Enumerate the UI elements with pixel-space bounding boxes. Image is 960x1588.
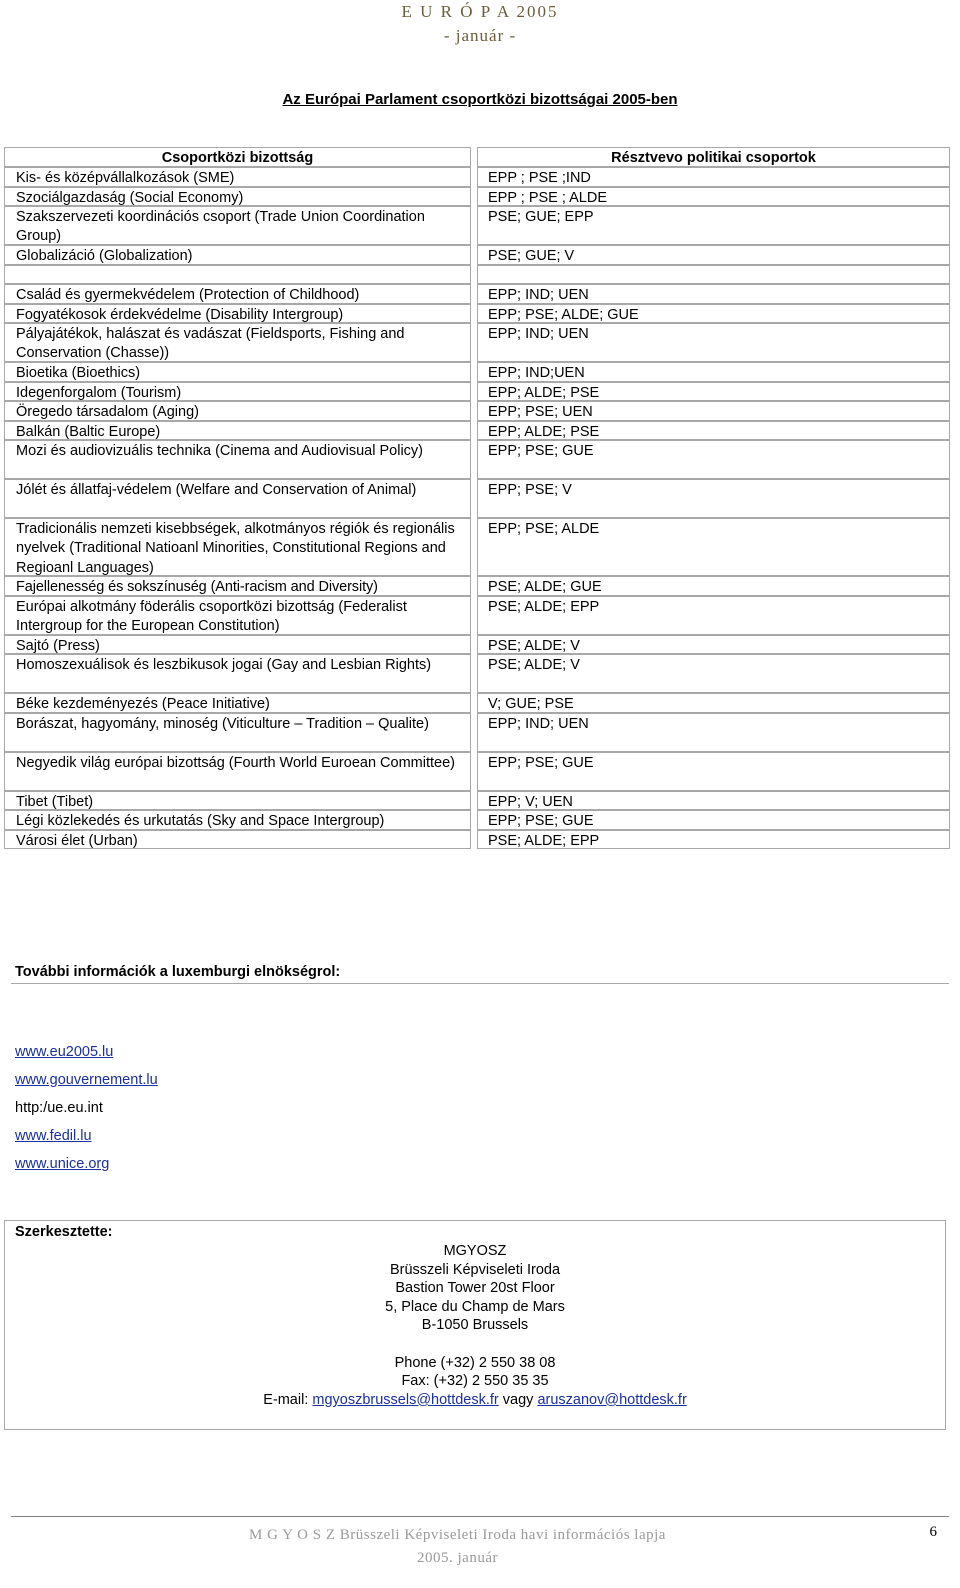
table-row xyxy=(4,576,950,596)
table-row xyxy=(4,654,950,693)
table-row xyxy=(4,791,950,811)
table-row xyxy=(4,479,950,518)
footer-divider xyxy=(11,1516,949,1517)
political-groups: EPP; IND; UEN xyxy=(488,715,589,732)
office-name: Brüsszeli Képviseleti Iroda xyxy=(389,1261,561,1278)
political-groups: EPP; IND; UEN xyxy=(488,326,589,342)
table-row xyxy=(4,518,950,576)
link-ue-eu-int: http:/ue.eu.int xyxy=(15,1100,103,1116)
political-groups: PSE; ALDE; V xyxy=(488,657,580,673)
table-row xyxy=(4,284,950,304)
political-groups: EPP; IND;UEN xyxy=(488,365,585,381)
intergroup-name: Európai alkotmány föderális csoportközi bizottság (Federalist Intergroup for the European Constitution) xyxy=(16,598,407,634)
footer-line-2: 2005. január xyxy=(417,1550,498,1566)
email-separator: vagy xyxy=(502,1391,534,1408)
table-row xyxy=(4,187,950,207)
intergroup-name: Fogyatékosok érdekvédelme (Disability Intergroup) xyxy=(16,306,344,323)
document-title: Az Európai Parlament csoportközi bizottságai 2005-ben xyxy=(282,91,678,108)
political-groups: EPP; PSE; GUE xyxy=(488,754,594,771)
link-fedil[interactable]: www.fedil.lu xyxy=(15,1128,92,1144)
email-link-1[interactable]: mgyoszbrussels@hottdesk.fr xyxy=(312,1391,499,1408)
address-line-3: B-1050 Brussels xyxy=(421,1317,529,1334)
column-header-intergroup: Csoportközi bizottság xyxy=(161,150,314,166)
political-groups: EPP ; PSE ; ALDE xyxy=(488,189,608,206)
intergroup-name: Balkán (Baltic Europe) xyxy=(16,423,161,440)
political-groups: EPP; PSE; V xyxy=(488,482,572,498)
intergroup-name: Sajtó (Press) xyxy=(16,637,100,654)
political-groups: PSE; GUE; EPP xyxy=(488,209,594,225)
political-groups: PSE; ALDE; EPP xyxy=(488,832,600,849)
intergroup-name: Öregedo társadalom (Aging) xyxy=(16,404,199,420)
footer-line-1: M G Y O S Z Brüsszeli Képviseleti Iroda havi információs lapja xyxy=(249,1527,666,1543)
header-title: E U R Ó P A 2005 xyxy=(401,2,559,21)
table-row xyxy=(4,830,950,850)
column-header-groups: Résztvevo politikai csoportok xyxy=(611,150,816,166)
table-row xyxy=(4,245,950,265)
table-header-row xyxy=(4,147,950,167)
intergroup-name: Tibet (Tibet) xyxy=(16,793,94,810)
political-groups: EPP; V; UEN xyxy=(488,793,573,810)
editor-label: Szerkesztette: xyxy=(15,1224,113,1240)
table-row xyxy=(4,752,950,791)
table-row xyxy=(4,713,950,752)
intergroup-name: Légi közlekedés és urkutatás (Sky and Space Intergroup) xyxy=(16,813,385,829)
intergroup-name: Városi élet (Urban) xyxy=(16,832,138,849)
intergroup-name: Tradicionális nemzeti kisebbségek, alkotmányos régiók és regionális nyelvek (Traditional Natioanl Minorities, Constitutional Regions and Regioanl Languages) xyxy=(16,521,455,576)
political-groups: PSE; ALDE; EPP xyxy=(488,598,600,615)
divider xyxy=(11,983,949,984)
intergroup-name: Szakszervezeti koordinációs csoport (Trade Union Coordination Group) xyxy=(16,209,425,245)
political-groups: EPP; ALDE; PSE xyxy=(488,423,600,440)
intergroup-name: Homoszexuálisok és leszbikusok jogai (Gay and Lesbian Rights) xyxy=(16,657,432,673)
table-row xyxy=(4,304,950,324)
intergroup-name: Idegenforgalom (Tourism) xyxy=(16,384,182,401)
table-row xyxy=(4,635,950,655)
table-row xyxy=(4,810,950,830)
political-groups: PSE; ALDE; GUE xyxy=(488,579,602,595)
address-line-2: 5, Place du Champ de Mars xyxy=(385,1298,565,1315)
page-number: 6 xyxy=(929,1524,937,1540)
link-unice[interactable]: www.unice.org xyxy=(15,1156,110,1172)
intergroup-name: Béke kezdeményezés (Peace Initiative) xyxy=(16,696,270,712)
fax: Fax: (+32) 2 550 35 35 xyxy=(401,1373,549,1390)
email-label: E-mail: xyxy=(263,1391,309,1408)
table-row xyxy=(4,206,950,245)
editor-contact xyxy=(5,1242,945,1409)
intergroups-table xyxy=(4,147,950,849)
table-row xyxy=(4,440,950,479)
intergroup-name: Mozi és audiovizuális technika (Cinema and Audiovisual Policy) xyxy=(16,443,424,459)
political-groups: EPP; PSE; ALDE; GUE xyxy=(488,306,639,323)
address-line-1: Bastion Tower 20st Floor xyxy=(395,1280,555,1297)
email-line xyxy=(5,1391,945,1410)
political-groups: EPP ; PSE ;IND xyxy=(488,170,591,186)
table-row xyxy=(4,382,950,402)
political-groups: EPP; PSE; GUE xyxy=(488,443,594,459)
table-row xyxy=(4,421,950,441)
phone: Phone (+32) 2 550 38 08 xyxy=(394,1354,556,1371)
political-groups: V; GUE; PSE xyxy=(488,696,574,712)
more-info-heading: További információk a luxemburgi elnökségrol: xyxy=(15,964,341,980)
political-groups: EPP; IND; UEN xyxy=(488,287,589,303)
info-links xyxy=(15,1042,158,1182)
table-row xyxy=(4,693,950,713)
page-footer xyxy=(0,1524,915,1570)
org-name: MGYOSZ xyxy=(443,1243,507,1259)
political-groups: PSE; GUE; V xyxy=(488,248,575,264)
intergroup-name: Negyedik világ európai bizottság (Fourth World Euroean Committee) xyxy=(16,754,455,771)
intergroup-name: Szociálgazdaság (Social Economy) xyxy=(16,189,244,206)
link-eu2005[interactable]: www.eu2005.lu xyxy=(15,1044,114,1060)
intergroup-name: Pályajátékok, halászat és vadászat (Fieldsports, Fishing and Conservation (Chasse)) xyxy=(16,326,405,362)
intergroup-name: Globalizáció (Globalization) xyxy=(16,248,193,264)
intergroup-name: Fajellenesség és sokszínuség (Anti-racism and Diversity) xyxy=(16,579,378,595)
link-gouvernement[interactable]: www.gouvernement.lu xyxy=(15,1072,158,1088)
table-row-empty xyxy=(4,265,950,285)
email-link-2[interactable]: aruszanov@hottdesk.fr xyxy=(537,1391,687,1408)
intergroup-name: Bioetika (Bioethics) xyxy=(16,365,141,381)
political-groups: EPP; PSE; GUE xyxy=(488,813,594,829)
political-groups: PSE; ALDE; V xyxy=(488,637,580,654)
political-groups: EPP; ALDE; PSE xyxy=(488,384,600,401)
intergroup-name: Család és gyermekvédelem (Protection of Childhood) xyxy=(16,287,360,303)
table-row xyxy=(4,167,950,187)
table-row xyxy=(4,401,950,421)
political-groups: EPP; PSE; ALDE xyxy=(488,521,600,537)
table-row xyxy=(4,362,950,382)
intergroup-name: Jólét és állatfaj-védelem (Welfare and Conservation of Animal) xyxy=(16,482,417,498)
intergroup-name: Kis- és középvállalkozások (SME) xyxy=(16,170,235,186)
header-month: - január - xyxy=(443,26,517,45)
political-groups: EPP; PSE; UEN xyxy=(488,404,593,420)
table-row xyxy=(4,323,950,362)
editor-box xyxy=(4,1220,946,1430)
table-row xyxy=(4,596,950,635)
intergroup-name: Borászat, hagyomány, minoség (Viticulture – Tradition – Qualite) xyxy=(16,715,429,732)
